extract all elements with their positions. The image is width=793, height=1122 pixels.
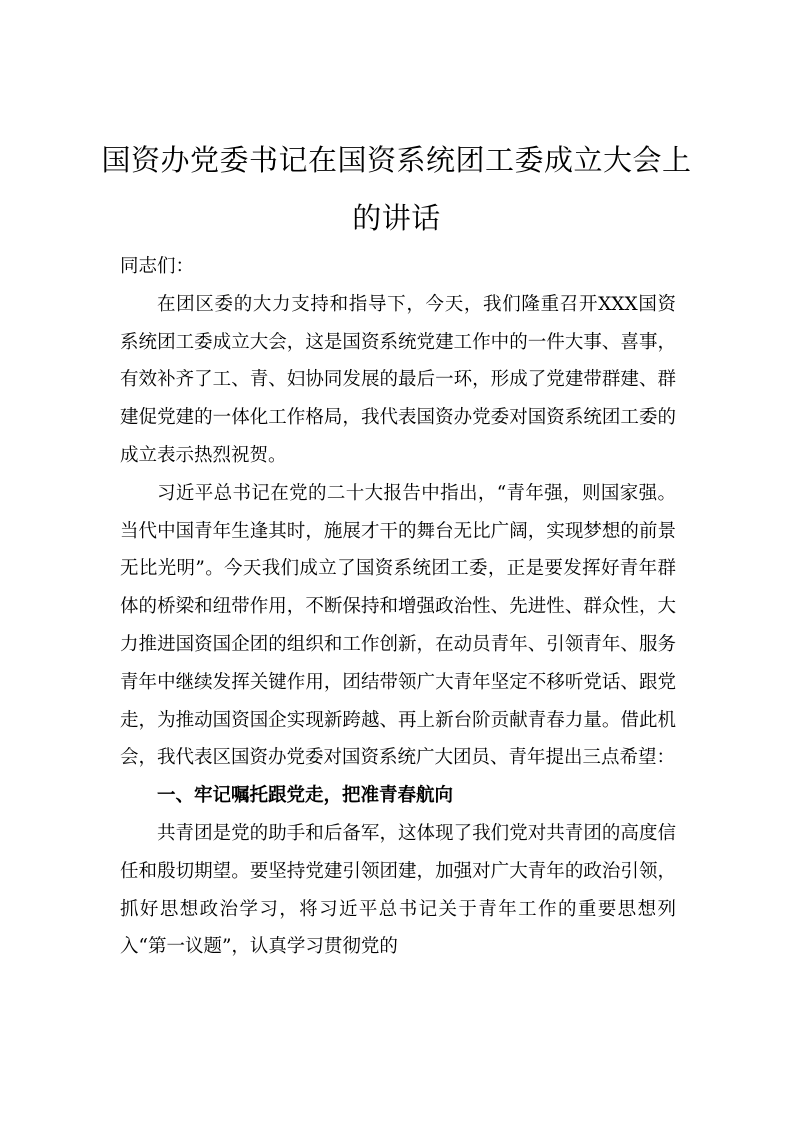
paragraph-2: 习近平总书记在党的二十大报告中指出，“青年强，则国家强。当代中国青年生逢其时，施展才干的舞台无比广阔，实现梦想的前景无比光明”。今天我们成立了国资系统团工委，正是要发挥好青年群体的桥梁和纽带作用，不断保持和增强政治性、先进性、群众性，大力推进国资国企团的组织和工作创新，在动员青年、引领青年、服务青年中继续发挥关键作用，团结带领广大青年坚定不移听党话、跟党走，为推动国资国企实现新跨越、再上新台阶贡献青春力量。借此机会，我代表区国资办党委对国资系统广大团员、青年提出三点希望：	[120, 482, 676, 769]
salutation: 同志们：	[120, 256, 195, 277]
paragraph-1: 在团区委的大力支持和指导下，今天，我们隆重召开XXX国资系统团工委成立大会，这是国资系统党建工作中的一件大事、喜事，有效补齐了工、青、妇协同发展的最后一环，形成了党建带群建、群建促党建的一体化工作格局，我代表国资办党委对国资系统团工委的成立表示热烈祝贺。	[120, 293, 676, 466]
section-heading-1: 一、牢记嘱托跟党走，把准青春航向	[157, 785, 454, 807]
document-title: 国资办党委书记在国资系统团工委成立大会上的讲话	[101, 143, 692, 235]
paragraph-3: 共青团是党的助手和后备军，这体现了我们党对共青团的高度信任和殷切期望。要坚持党建引领团建，加强对广大青年的政治引领，抓好思想政治学习，将习近平总书记关于青年工作的重要思想列入“第一议题”，认真学习贯彻党的	[120, 822, 676, 958]
document-body	[120, 248, 676, 966]
